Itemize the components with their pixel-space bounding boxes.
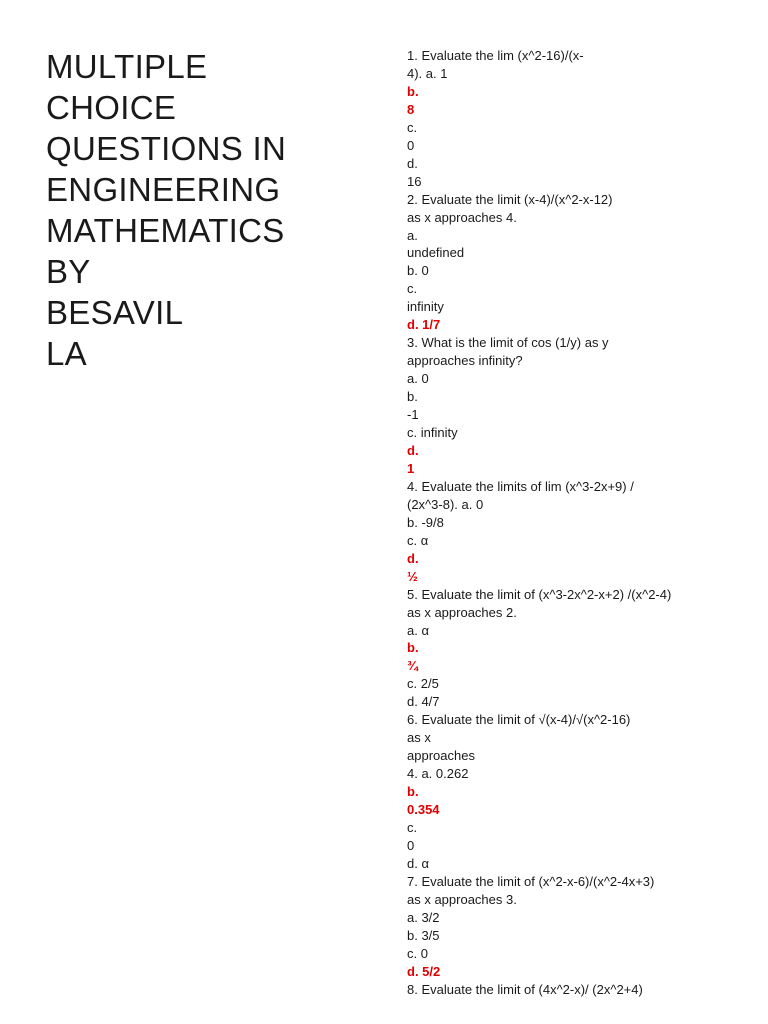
question-line: c. 2/5 bbox=[407, 676, 439, 692]
question-line: c. infinity bbox=[407, 425, 458, 441]
question-line: approaches bbox=[407, 748, 475, 764]
question-line: c. α bbox=[407, 532, 429, 548]
question-line: 8. Evaluate the limit of (4x^2-x)/ (2x^2+4) bbox=[407, 981, 643, 997]
question-line: (2x^3-8). a. 0 bbox=[407, 496, 484, 512]
question-line: 4. a. 0.262 bbox=[407, 766, 469, 782]
question-line: c. bbox=[407, 119, 418, 135]
question-line: a. α bbox=[407, 622, 429, 638]
question-line: approaches infinity? bbox=[407, 353, 523, 369]
question-line: as x approaches 3. bbox=[407, 891, 517, 907]
answer-line: ¾ bbox=[407, 658, 418, 674]
title-line: BESAVIL bbox=[46, 294, 184, 331]
question-line: 4. Evaluate the limits of lim (x^3-2x+9) / bbox=[407, 478, 634, 494]
question-line: 4). a. 1 bbox=[407, 65, 448, 81]
answer-line: d. 5/2 bbox=[407, 963, 441, 979]
answer-line: b. bbox=[407, 83, 419, 99]
answer-line: 8 bbox=[407, 101, 415, 117]
question-line: -1 bbox=[407, 407, 419, 423]
question-line: as x approaches 4. bbox=[407, 209, 517, 225]
question-line: 5. Evaluate the limit of (x^3-2x^2-x+2) /(x^2-4) bbox=[407, 586, 672, 602]
question-line: 7. Evaluate the limit of (x^2-x-6)/(x^2-4x+3) bbox=[407, 873, 655, 889]
question-line: d. bbox=[407, 155, 418, 171]
document-title bbox=[46, 46, 346, 374]
answer-line: b. bbox=[407, 784, 419, 800]
question-line: 16 bbox=[407, 173, 422, 189]
answer-line: b. bbox=[407, 640, 419, 656]
question-line: 0 bbox=[407, 137, 415, 153]
question-line: b. -9/8 bbox=[407, 514, 444, 530]
question-line: d. 4/7 bbox=[407, 694, 440, 710]
title-line: CHOICE bbox=[46, 89, 177, 126]
answer-line: d. bbox=[407, 442, 419, 458]
question-line: b. 0 bbox=[407, 263, 429, 279]
question-line: 6. Evaluate the limit of √(x-4)/√(x^2-16) bbox=[407, 712, 631, 728]
question-line: 2. Evaluate the limit (x-4)/(x^2-x-12) bbox=[407, 191, 613, 207]
question-line: 0 bbox=[407, 837, 415, 853]
question-line: b. bbox=[407, 389, 418, 405]
title-line: MULTIPLE bbox=[46, 48, 208, 85]
answer-line: d. 1/7 bbox=[407, 317, 441, 333]
title-line: ENGINEERING bbox=[46, 171, 281, 208]
question-line: c. 0 bbox=[407, 945, 428, 961]
title-line: LA bbox=[46, 335, 87, 372]
question-line: c. bbox=[407, 819, 418, 835]
question-line: a. bbox=[407, 227, 418, 243]
question-list bbox=[407, 47, 737, 999]
question-line: as x bbox=[407, 730, 431, 746]
question-line: 3. What is the limit of cos (1/y) as y bbox=[407, 335, 609, 351]
question-line: infinity bbox=[407, 299, 444, 315]
title-line: MATHEMATICS bbox=[46, 212, 285, 249]
answer-line: ½ bbox=[407, 568, 418, 584]
answer-line: 0.354 bbox=[407, 802, 440, 818]
question-line: c. bbox=[407, 281, 418, 297]
question-line: b. 3/5 bbox=[407, 927, 440, 943]
question-line: a. 0 bbox=[407, 371, 429, 387]
question-line: a. 3/2 bbox=[407, 909, 440, 925]
answer-line: 1 bbox=[407, 460, 415, 476]
question-line: d. α bbox=[407, 855, 429, 871]
question-line: undefined bbox=[407, 245, 465, 261]
question-line: as x approaches 2. bbox=[407, 604, 517, 620]
title-line: BY bbox=[46, 253, 91, 290]
question-line: 1. Evaluate the lim (x^2-16)/(x- bbox=[407, 48, 584, 63]
answer-line: d. bbox=[407, 550, 419, 566]
title-line: QUESTIONS IN bbox=[46, 130, 287, 167]
